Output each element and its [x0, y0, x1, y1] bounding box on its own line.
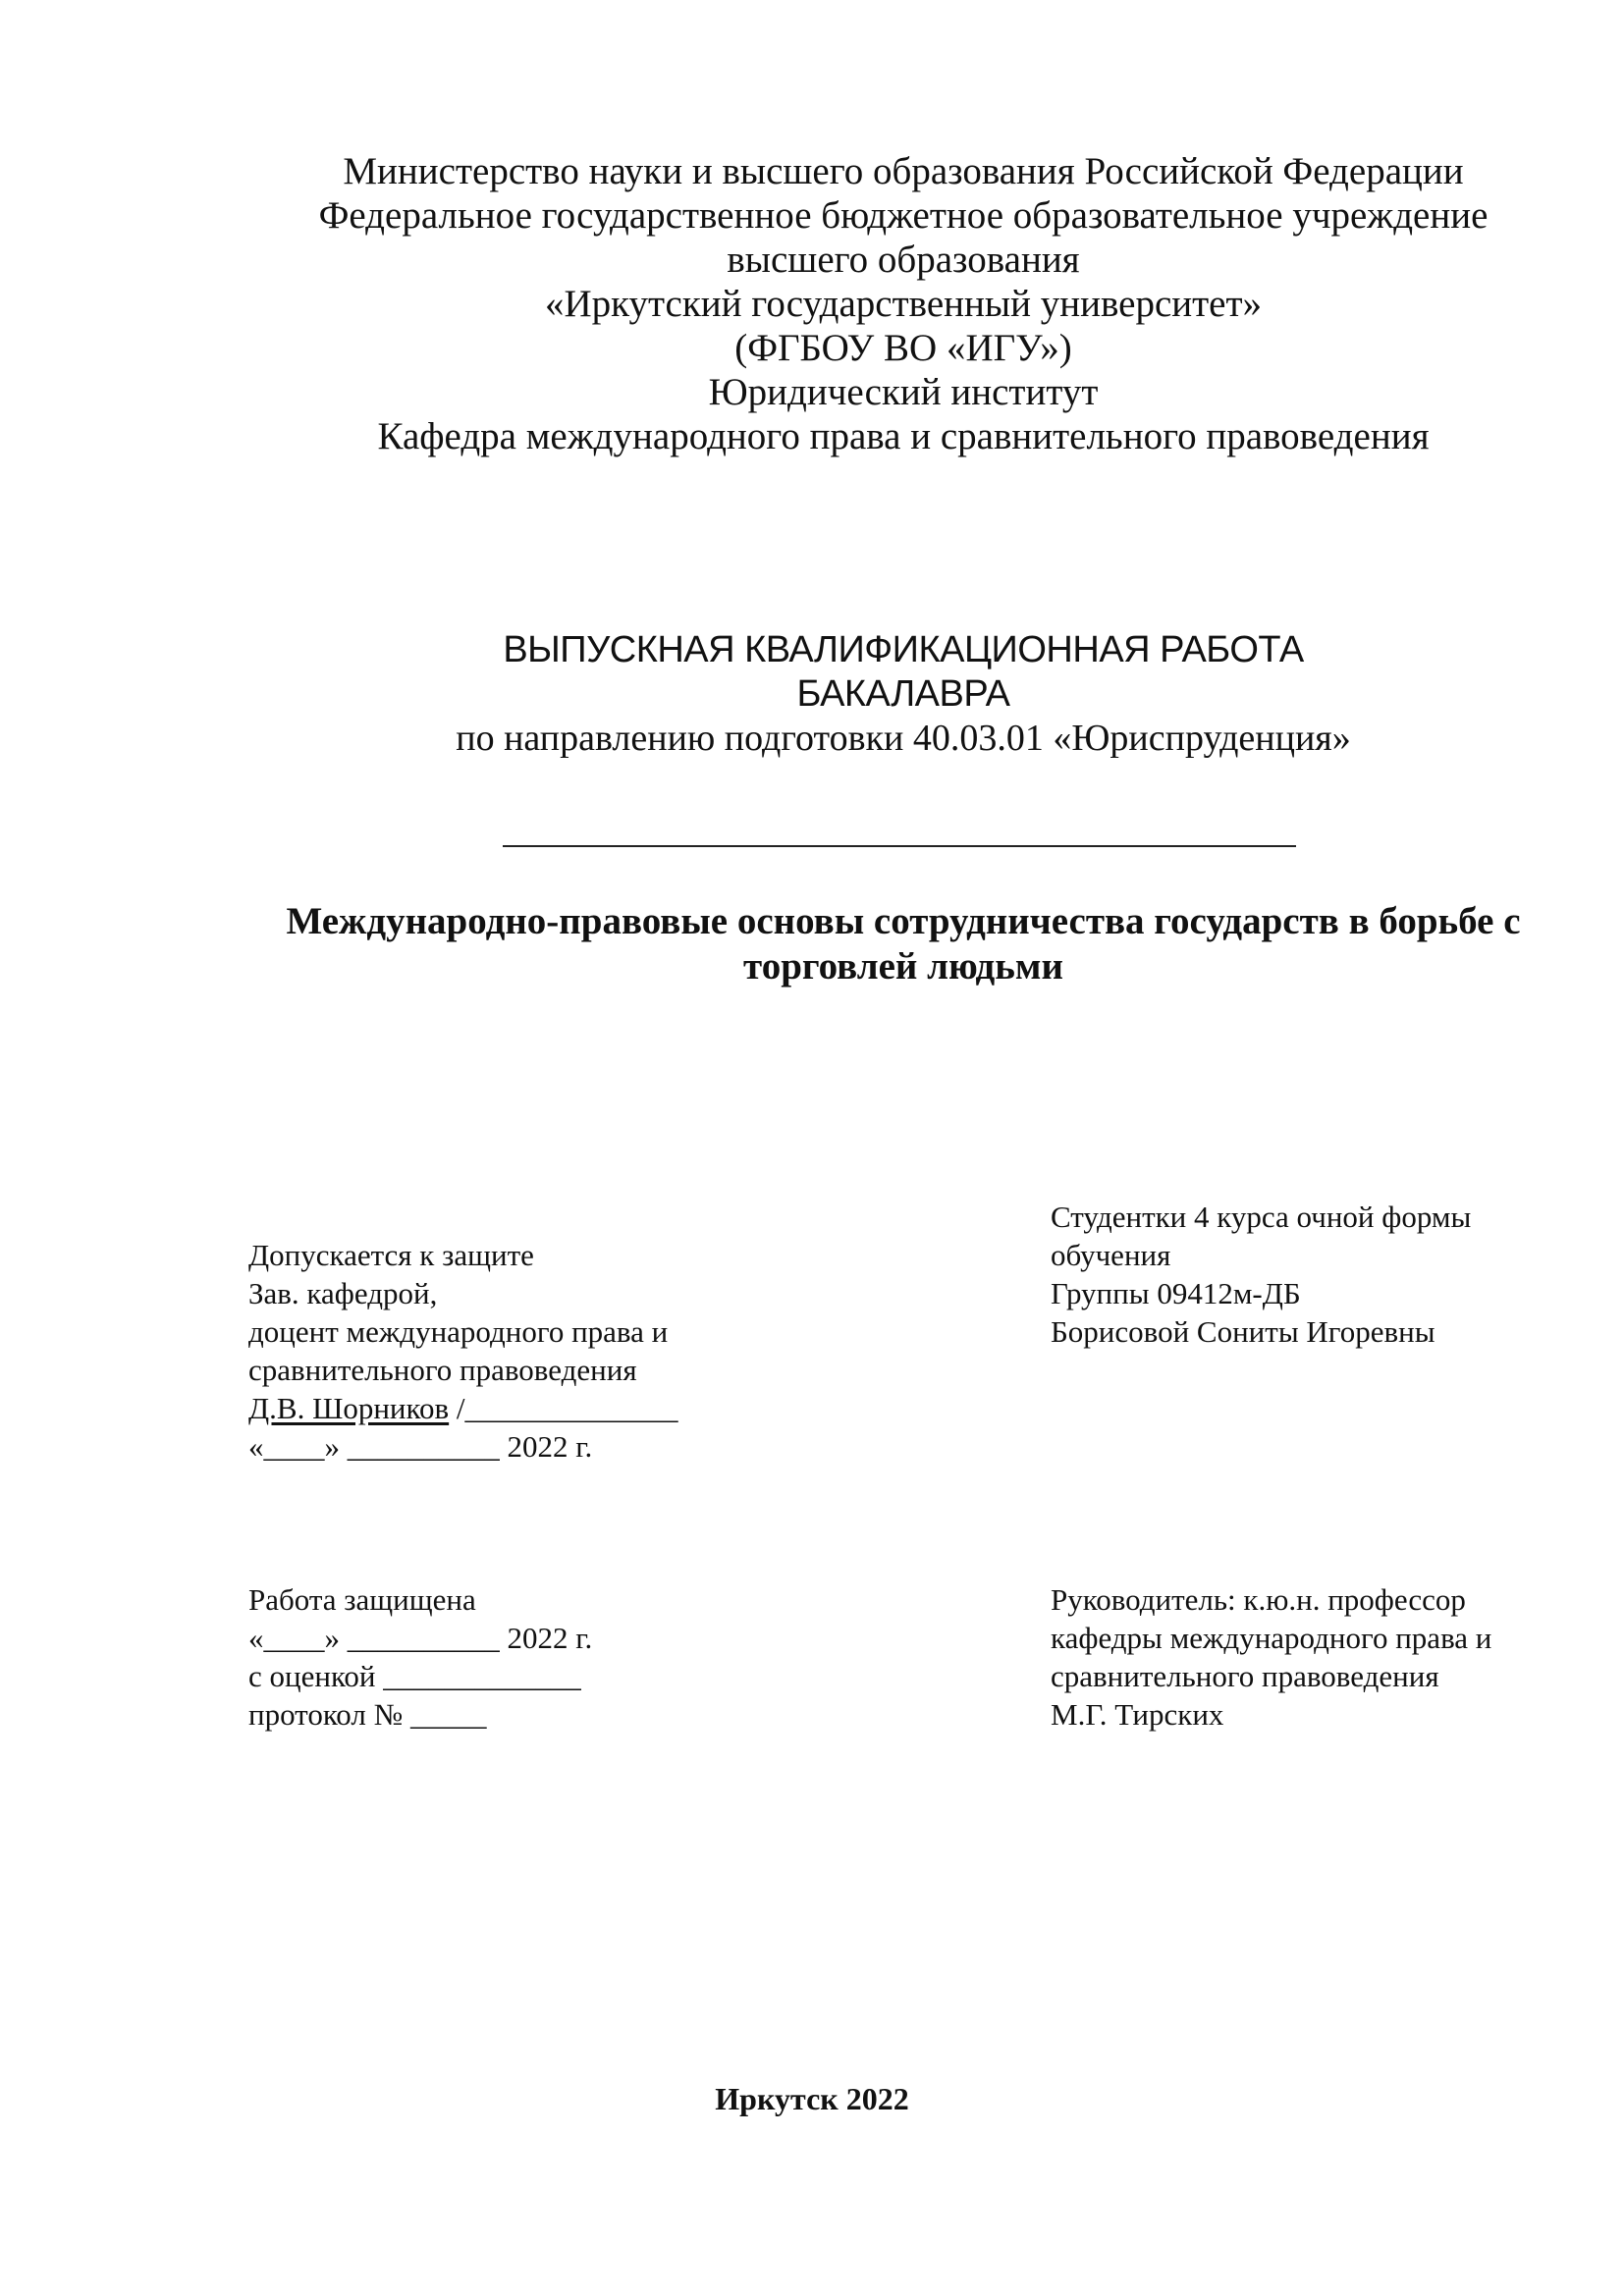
education-level-line: высшего образования: [727, 239, 1080, 281]
head-signature-line: [248, 1389, 678, 1427]
work-type-line-1: ВЫПУСКНАЯ КВАЛИФИКАЦИОННАЯ РАБОТА: [503, 629, 1304, 670]
study-direction: по направлению подготовки 40.03.01 «Юриспруденция»: [456, 718, 1351, 759]
department-line: Кафедра международного права и сравнительного правоведения: [377, 415, 1430, 457]
supervisor-title-line: Руководитель: к.ю.н. профессор: [1051, 1582, 1466, 1617]
student-course-line: Студентки 4 курса очной формы: [1051, 1200, 1472, 1234]
work-type-block: [236, 628, 1571, 761]
thesis-title-line-2: торговлей людьми: [743, 945, 1063, 988]
thesis-title-line-1: Международно-правовые основы сотрудничества государств в борьбе с: [286, 900, 1521, 942]
supervisor-info: [1051, 1580, 1491, 1734]
defense-protocol-line: протокол № _____: [248, 1697, 487, 1732]
student-info: [1051, 1198, 1471, 1351]
supervisor-department-line: кафедры международного права и: [1051, 1621, 1492, 1655]
thesis-title: [236, 899, 1571, 989]
city-year: Иркутск 2022: [715, 2081, 909, 2116]
institute-line: Юридический институт: [708, 371, 1099, 413]
head-position-line: доцент международного права и: [248, 1314, 669, 1349]
institution-header: [236, 149, 1571, 458]
defense-date-line: «____» __________ 2022 г.: [248, 1621, 593, 1655]
university-name-line: «Иркутский государственный университет»: [544, 283, 1263, 325]
work-type-line-2: БАКАЛАВРА: [796, 673, 1010, 715]
admission-date-line: «____» __________ 2022 г.: [248, 1429, 593, 1464]
admission-info: [248, 1236, 678, 1466]
signature-blank: /______________: [449, 1391, 678, 1425]
defense-status-line: Работа защищена: [248, 1582, 476, 1617]
university-abbr-line: (ФГБОУ ВО «ИГУ»): [734, 327, 1072, 369]
student-name-line: Борисовой Сониты Игоревны: [1051, 1314, 1435, 1349]
student-group-line: Группы 09412м-ДБ: [1051, 1276, 1301, 1310]
separator-line: [503, 845, 1296, 847]
head-name: Д.В. Шорников: [248, 1391, 450, 1425]
student-form-line: обучения: [1051, 1238, 1171, 1272]
defense-grade-line: с оценкой _____________: [248, 1659, 581, 1693]
admission-line: Допускается к защите: [248, 1238, 534, 1272]
supervisor-name-line: М.Г. Тирских: [1051, 1697, 1224, 1732]
supervisor-department-line-2: сравнительного правоведения: [1051, 1659, 1439, 1693]
ministry-line: Министерство науки и высшего образования Российской Федерации: [343, 150, 1464, 192]
institution-type-line: Федеральное государственное бюджетное образовательное учреждение: [318, 194, 1489, 237]
head-department-line: сравнительного правоведения: [248, 1353, 637, 1387]
head-title-line: Зав. кафедрой,: [248, 1276, 438, 1310]
defense-info: [248, 1580, 592, 1734]
